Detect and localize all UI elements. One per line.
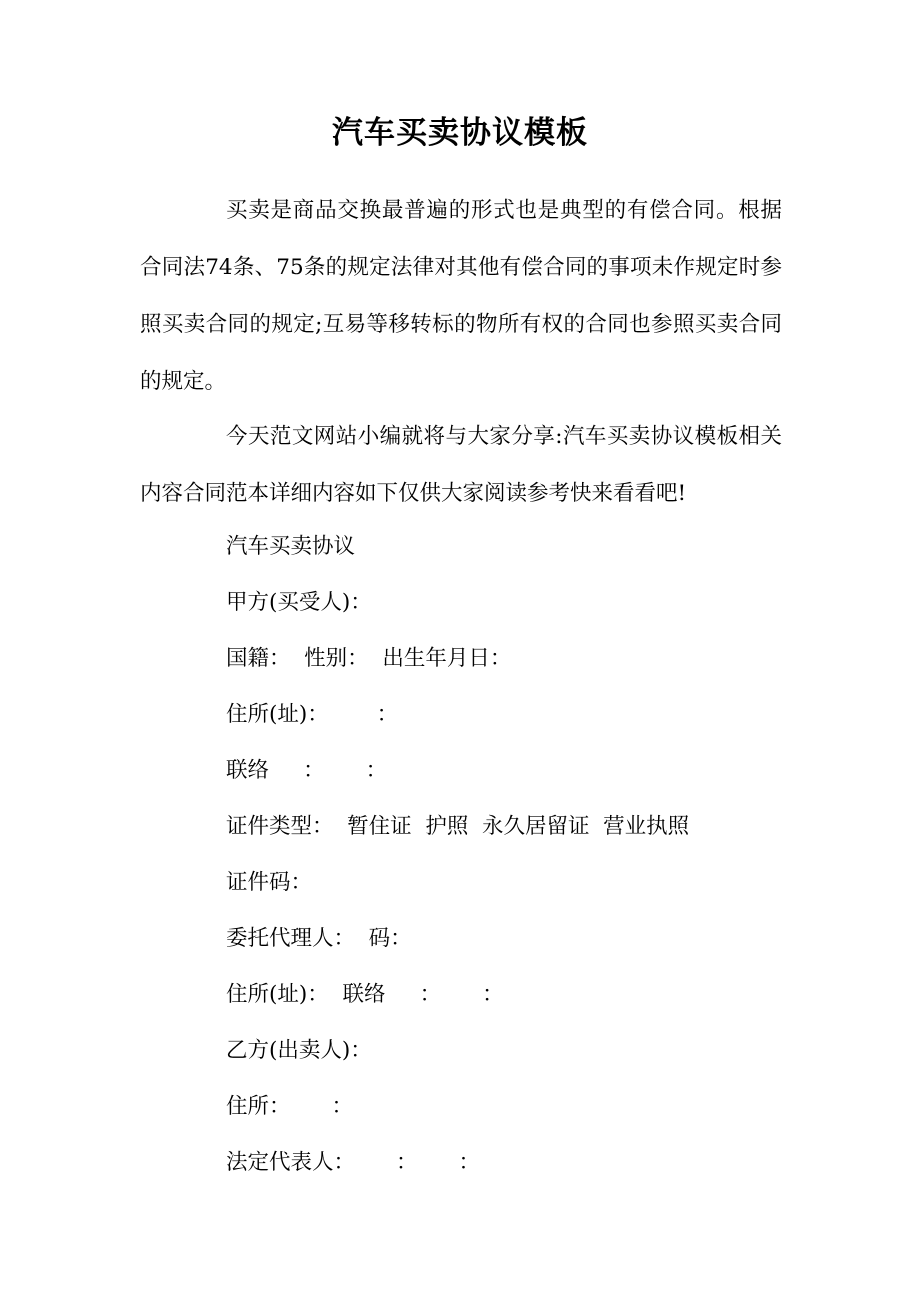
agent-address-line: 住所(址)： 联络 ： ： <box>226 982 504 1007</box>
intro-paragraph: 买卖是商品交换最普遍的形式也是典型的有偿合同。根据合同法74条、75条的规定法律对其他有偿合同的事项未作规定时参照买卖合同的规定;互易等移转标的物所有权的合同也参照买卖合同的规定。 <box>140 198 782 394</box>
party-b-address-line: 住所： ： <box>226 1094 354 1119</box>
document-title: 汽车买卖协议模板 <box>332 115 588 151</box>
party-a-contact-line: 联络 ： ： <box>226 758 388 783</box>
party-a-address-line: 住所(址)： ： <box>226 702 399 727</box>
agent-line: 委托代理人： 码： <box>226 926 412 951</box>
agreement-heading: 汽车买卖协议 <box>226 534 356 559</box>
party-a-nationality-line: 国籍： 性别： 出生年月日： <box>226 646 512 671</box>
party-a-label: 甲方(买受人)： <box>226 590 372 615</box>
legal-representative-line: 法定代表人： ： ： <box>226 1150 481 1175</box>
party-b-label: 乙方(出卖人)： <box>226 1038 372 1063</box>
id-type-line: 证件类型： 暂住证 护照 永久居留证 营业执照 <box>226 814 690 839</box>
share-paragraph: 今天范文网站小编就将与大家分享:汽车买卖协议模板相关内容合同范本详细内容如下仅供大家阅读参考快来看看吧! <box>140 424 782 506</box>
id-number-line: 证件码： <box>226 870 313 895</box>
